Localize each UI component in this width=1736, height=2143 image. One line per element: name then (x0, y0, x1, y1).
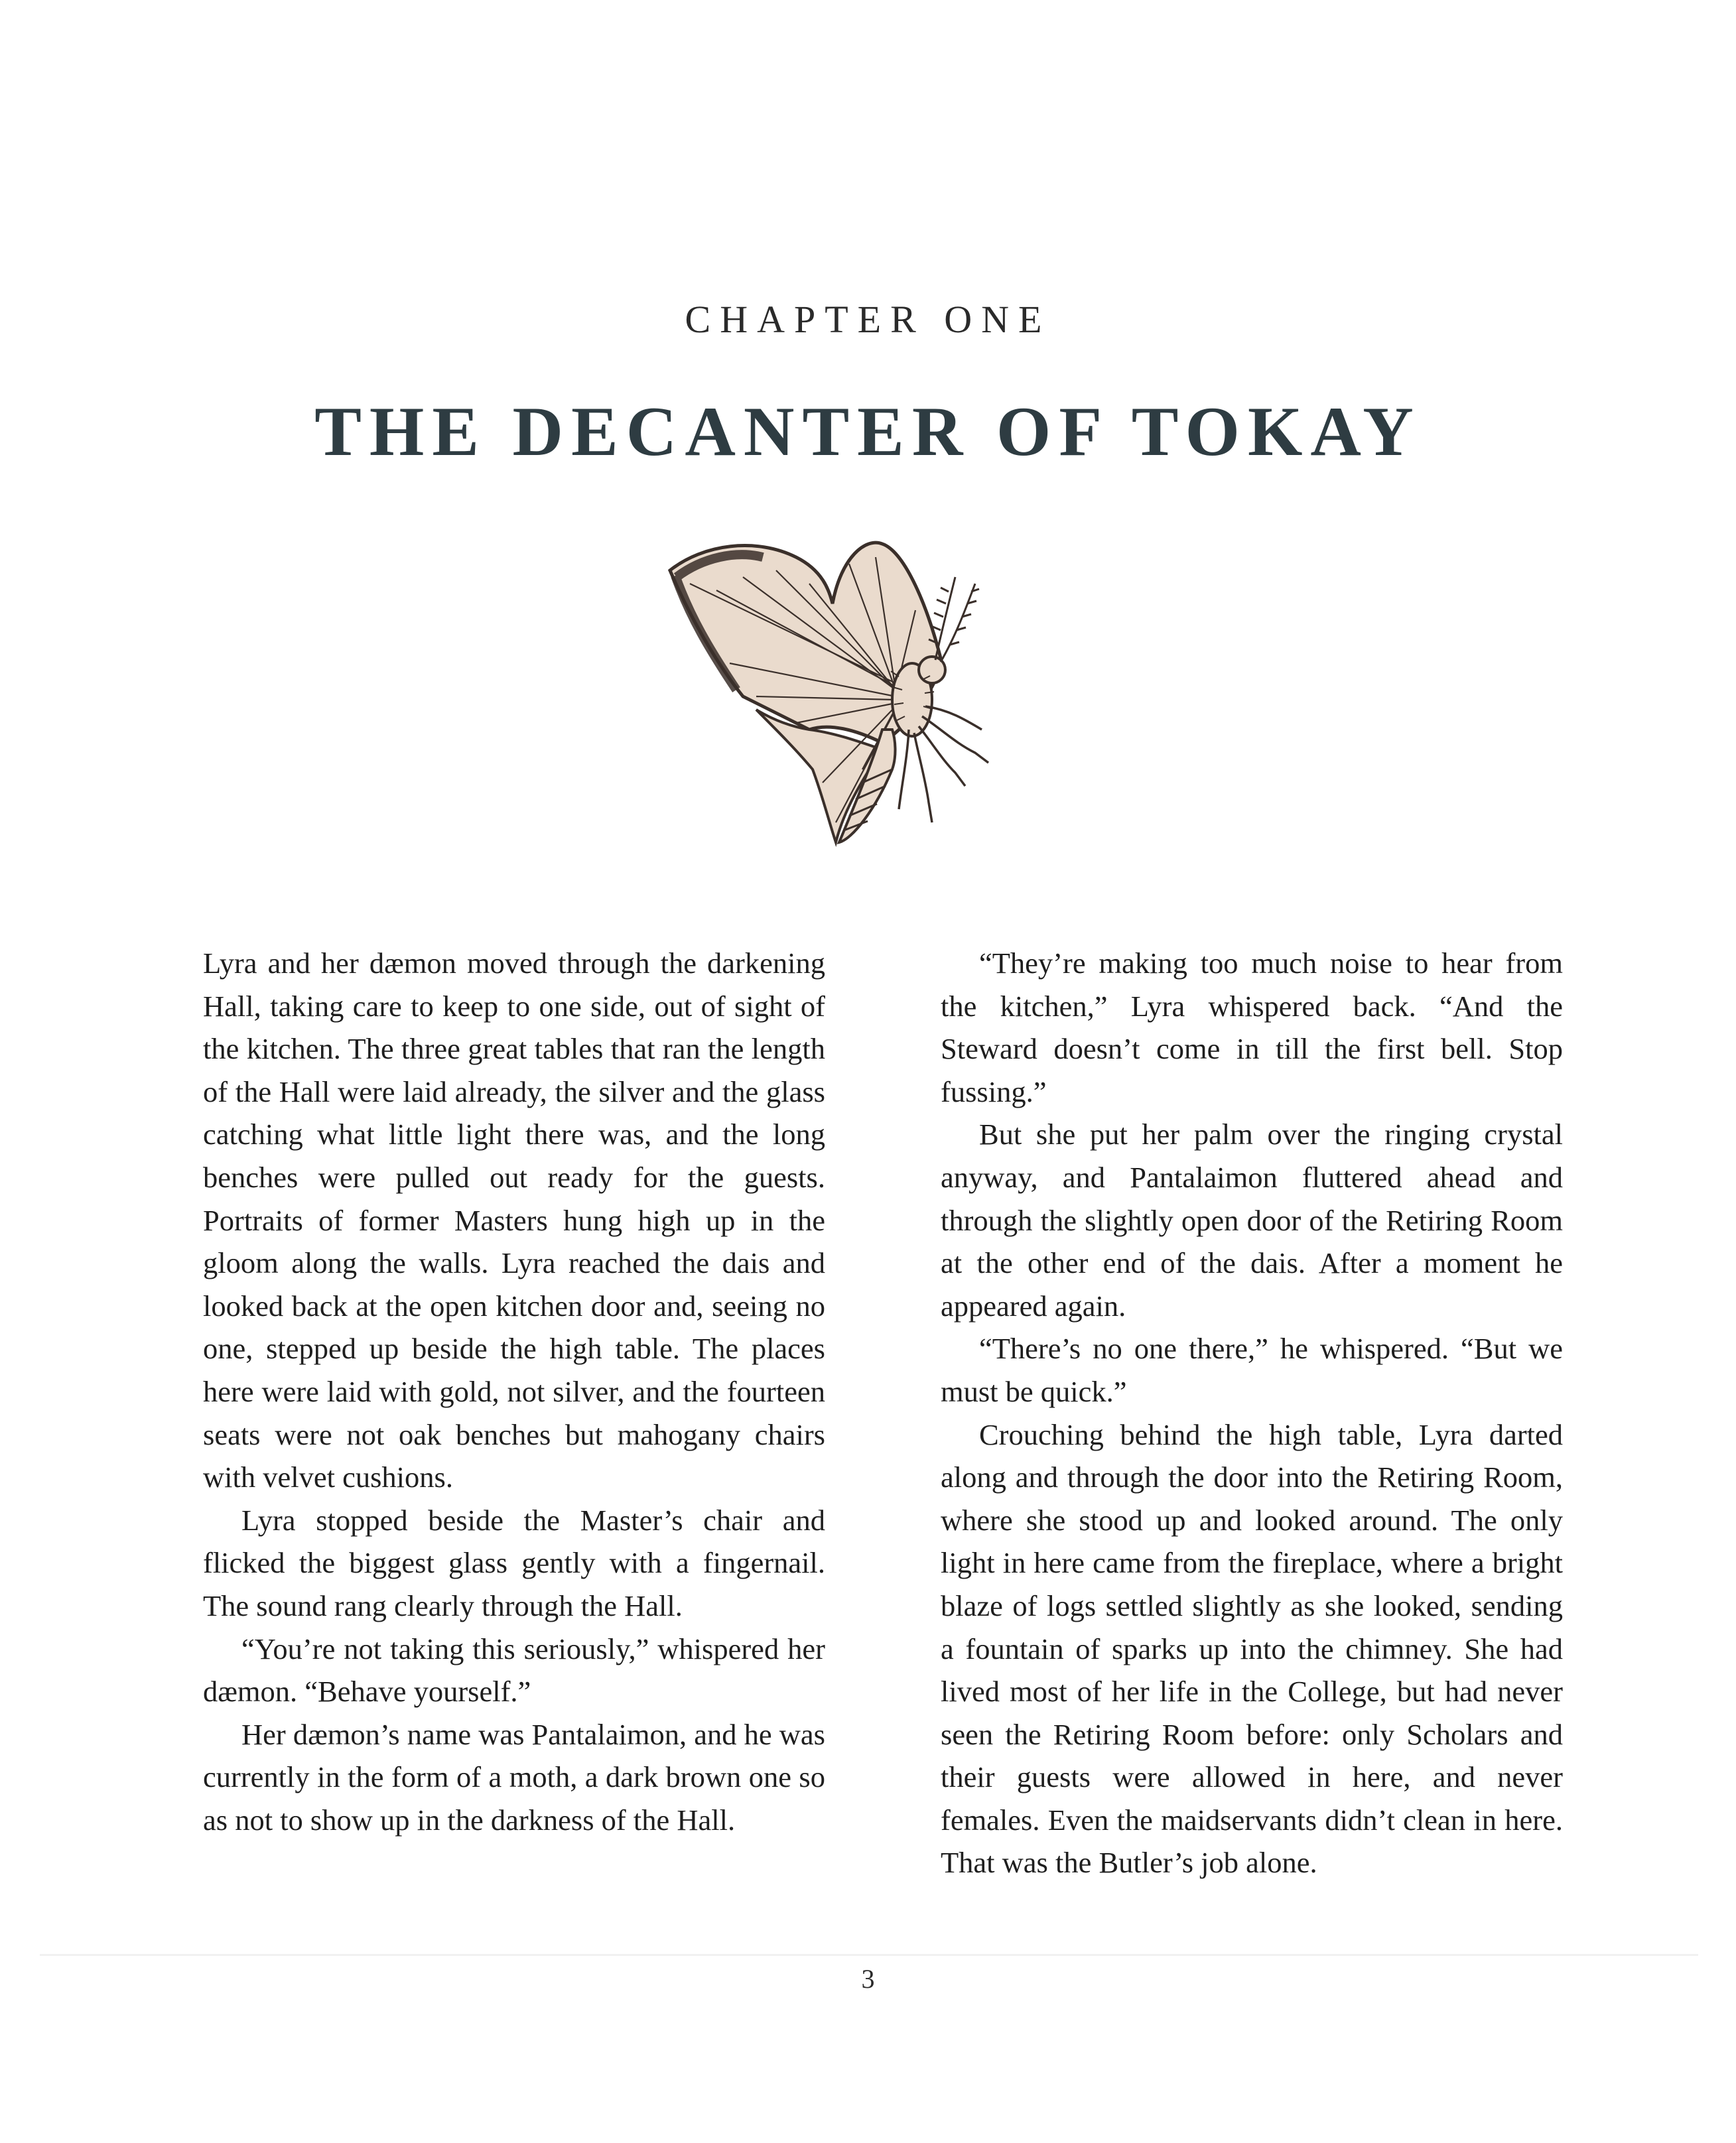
text-column-right (941, 942, 1563, 1884)
footer-divider (40, 1954, 1698, 1956)
moth-illustration (663, 531, 1035, 876)
page-number: 3 (861, 1964, 875, 1994)
text-column-left (203, 942, 825, 1841)
paragraph: “They’re making too much noise to hear from the kitchen,” Lyra whispered back. “And the Steward doesn’t come in till the first bell. Stop fussing.” (941, 946, 1563, 1108)
paragraph: “You’re not taking this seriously,” whispered her dæmon. “Behave yourself.” (203, 1632, 825, 1709)
moth-icon (663, 531, 1035, 876)
paragraph: Lyra and her dæmon moved through the darkening Hall, taking care to keep to one side, out of sight of the kitchen. The three great tables that ran the length of the Hall were laid already, the silver and the glass catching what little light there was, and the long benches were pulled out ready for the guests. Portraits of former Masters hung high up in the gloom along the walls. Lyra reached the dais and looked back at the open kitchen door and, seeing no one, stepped up beside the high table. The places here were laid with gold, not silver, and the fourteen seats were not oak benches but mahogany chairs with velvet cushions. (203, 946, 825, 1494)
chapter-label: CHAPTER ONE (685, 298, 1051, 341)
paragraph: Crouching behind the high table, Lyra darted along and through the door into the Retiring Room, where she stood up and looked around. The only light in here came from the fireplace, where a bright blaze of logs settled slightly as she looked, sending a fountain of sparks up into the chimney. She had lived most of her life in the College, but had never seen the Retiring Room before: only Scholars and their guests were allowed in here, and never females. Even the maidservants didn’t clean in here. That was the Butler’s job alone. (941, 1417, 1563, 1880)
paragraph: But she put her palm over the ringing crystal anyway, and Pantalaimon fluttered ahead and through the slightly open door of the Retiring Room at the other end of the dais. After a moment he appeared again. (941, 1118, 1563, 1323)
chapter-title: THE DECANTER OF TOKAY (314, 393, 1422, 470)
paragraph: Lyra stopped beside the Master’s chair and flicked the biggest glass gently with a fingernail. The sound rang clearly through the Hall. (203, 1503, 825, 1622)
paragraph: Her dæmon’s name was Pantalaimon, and he was currently in the form of a moth, a dark brown one so as not to show up in the darkness of the Hall. (203, 1717, 825, 1837)
paragraph: “There’s no one there,” he whispered. “But we must be quick.” (941, 1332, 1563, 1408)
